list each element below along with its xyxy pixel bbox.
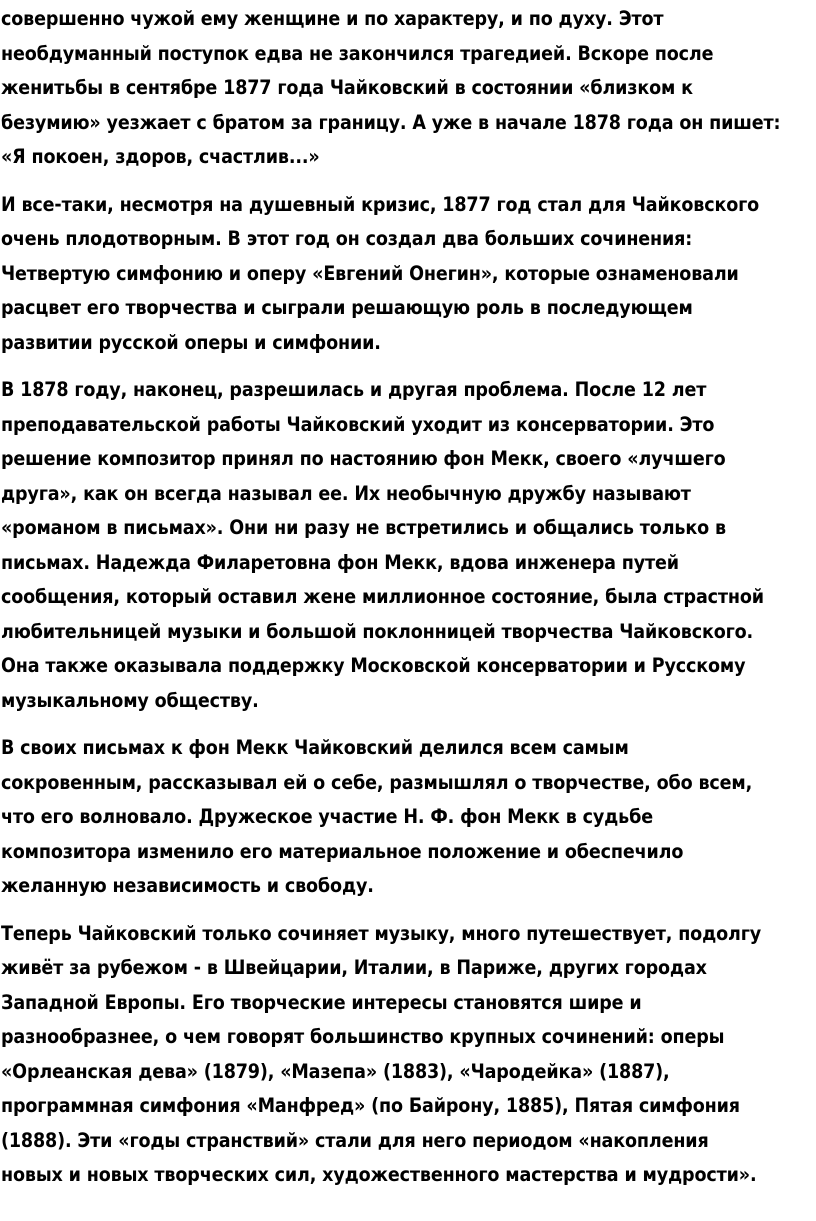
text-line: сообщения, который оставил жене миллионное состояние, была страстной (1, 585, 764, 608)
text-line: (1888). Эти «годы странствий» стали для него периодом «накопления (1, 1128, 709, 1152)
text-line: любительницей музыки и большой поклонницей творчества Чайковского. (1, 619, 754, 643)
paragraph-1 (0, 2, 808, 175)
paragraph-4 (0, 731, 808, 904)
text-line: безумию» уезжает с братом за границу. А уже в начале 1878 года он пишет: (1, 110, 781, 134)
text-line: очень плодотворным. В этот год он создал два больших сочинения: (1, 227, 693, 250)
paragraph-spacing (0, 175, 808, 188)
paragraph-2 (0, 188, 808, 361)
text-line: расцвет его творчества и сыграли решающую роль в последующем (1, 296, 693, 319)
text-line: сокровенным, рассказывал ей о себе, размышлял о творчестве, обо всем, (1, 770, 753, 794)
text-line: Она также оказывала поддержку Московской консерватории и Русскому (1, 654, 746, 677)
text-line: музыкальному обществу. (1, 688, 259, 712)
text-line: Теперь Чайковский только сочиняет музыку, много путешествует, подолгу (1, 921, 762, 945)
paragraph-5 (0, 917, 808, 1193)
text-line: преподавательской работы Чайковский уходит из консерватории. Это (1, 412, 715, 436)
paragraph-3 (0, 373, 808, 718)
text-line: И все-таки, несмотря на душевный кризис, 1877 год стал для Чайковского (1, 192, 760, 216)
paragraph-spacing (0, 360, 808, 373)
text-line: «Я покоен, здоров, счастлив...» (1, 145, 320, 168)
text-line: решение композитор принял по настоянию фон Мекк, своего «лучшего (1, 447, 726, 470)
text-line: Западной Европы. Его творческие интересы становятся шире и (1, 990, 642, 1014)
paragraph-spacing (0, 904, 808, 917)
text-line: Четвертую симфонию и оперу «Евгений Онегин», которые ознаменовали (1, 261, 739, 285)
text-line: друга», как он всегда называл ее. Их необычную дружбу называют (1, 481, 691, 505)
text-line: В своих письмах к фон Мекк Чайковский делился всем самым (1, 736, 629, 759)
text-line: письмах. Надежда Филаретовна фон Мекк, вдова инженера путей (1, 550, 679, 574)
text-line: живёт за рубежом - в Швейцарии, Италии, в Париже, других городах (1, 956, 707, 979)
text-line: желанную независимость и свободу. (1, 874, 374, 897)
text-line: новых и новых творческих сил, художественного мастерства и мудрости». (1, 1163, 757, 1186)
text-line: «Орлеанская дева» (1879), «Мазепа» (1883), «Чародейка» (1887), (1, 1059, 670, 1083)
text-line: женитьбы в сентябре 1877 года Чайковский в состоянии «близком к (1, 76, 693, 99)
text-line: В 1878 году, наконец, разрешилась и другая проблема. После 12 лет (1, 378, 707, 401)
text-line: разнообразнее, о чем говорят большинство крупных сочинений: оперы (1, 1025, 725, 1048)
text-line: развитии русской оперы и симфонии. (1, 330, 381, 354)
text-line: композитора изменило его материальное положение и обеспечило (1, 839, 684, 863)
paragraph-spacing (0, 718, 808, 731)
text-line: что его волновало. Дружеское участие Н. Ф. фон Мекк в судьбе (1, 805, 653, 828)
text-line: совершенно чужой ему женщине и по характеру, и по духу. Этот (1, 7, 664, 30)
text-line: «романом в письмах». Они ни разу не встретились и общались только в (1, 516, 726, 539)
text-line: необдуманный поступок едва не закончился трагедией. Вскоре после (1, 41, 714, 65)
text-line: программная симфония «Манфред» (по Байрону, 1885), Пятая симфония (1, 1094, 740, 1117)
